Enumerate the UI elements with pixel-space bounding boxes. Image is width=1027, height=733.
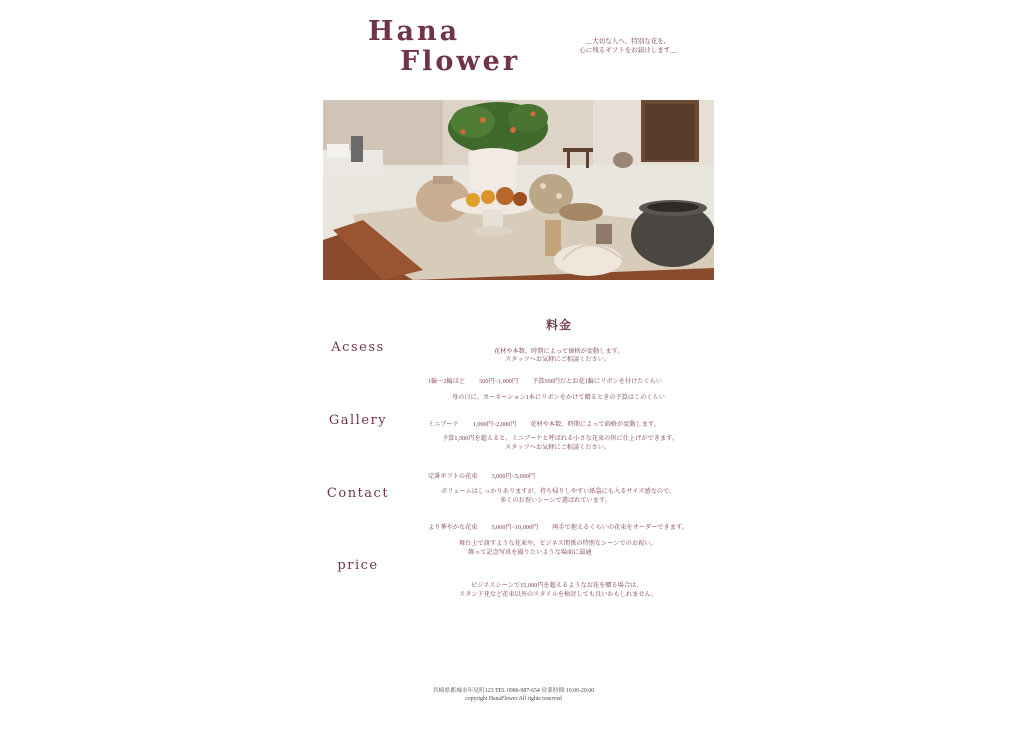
price-title: 料金 [546,318,573,332]
price-item-1-desc: 母の日に、カーネーション1本にリボンをかけて贈るときの予算はこのくらい [452,394,665,401]
price-item-1-name: 1輪〜2輪ほど [428,378,466,385]
price-item-2 [428,421,660,429]
price-intro-line2: スタッフへお気軽にご相談ください。 [505,356,611,363]
price-item-3-desc-line1: ボリュームはしっかりありますが、持ち帰りしやすい紙袋にも入るサイズ感なので、 [441,488,676,495]
price-item-1-note: 予算500円だとお花1輪にリボンを付けたくらい [532,378,662,385]
price-item-3-desc-line2: 多くのお祝いシーンで選ばれています。 [500,497,611,504]
brand-logo-line1: Hana [368,16,461,47]
tagline-line1: __大切な人へ、特別な花を。 [585,38,671,45]
price-item-2-note: 花材や本数、時期によって価格が変動します。 [530,421,660,428]
brand-logo-line2: Flower [400,46,521,77]
footer-address: 宮崎県都城市年見町123 TEL 0986-987-654 営業時間 10:00-20:00 [432,688,595,694]
footer-copyright: copyright HanaFlower All rights reserved [465,696,562,702]
price-item-4-desc-line2: 飾って記念写真を撮りたいような場面に最適 [468,549,592,556]
price-item-2-name: ミニブーケ [428,421,459,428]
nav-link-price[interactable]: price [337,558,379,573]
price-item-4 [428,524,688,532]
price-outro-line2: スタンド花など花束以外のスタイルを検討しても良いかもしれません。 [459,591,658,598]
price-item-1 [428,378,662,386]
nav-link-gallery[interactable]: Gallery [328,413,388,428]
nav-link-contact[interactable]: Contact [326,486,390,501]
price-item-3-range: 3,000円~5,000円 [491,473,536,480]
price-item-2-desc-line1: 予算1,500円を超えると、ミニブーケと呼ばれる小さな花束の形に仕上げができます。 [442,435,678,442]
price-item-4-desc-line1: 舞台上で渡すような花束や、ビジネス関係の特別なシーンでのお祝い、 [459,540,657,547]
price-item-4-name: より華やかな花束 [428,524,478,531]
price-item-3 [428,473,535,481]
tagline-line2: 心に残るギフトをお届けします__ [579,47,677,54]
tagline [578,37,678,55]
price-item-2-desc-line2: スタッフへお気軽にご相談ください。 [505,444,611,451]
price-intro-line1: 花材や本数、時期によって価格が変動します。 [494,348,624,355]
price-item-2-range: 1,000円~2,000円 [472,421,517,428]
price-item-4-note: 両手で抱えるくらいの花束をオーダーできます。 [552,524,688,531]
price-outro-line1: ビジネスシーンで15,000円を超えるようなお花を贈る場合は、 [471,582,643,589]
price-item-3-name: 定番ギフトの花束 [428,473,478,480]
price-item-4-range: 5,000円~10,000円 [491,524,539,531]
price-item-1-range: 500円~1,000円 [479,378,519,385]
hero-image [323,100,714,280]
nav-link-access[interactable]: Acsess [331,340,385,355]
